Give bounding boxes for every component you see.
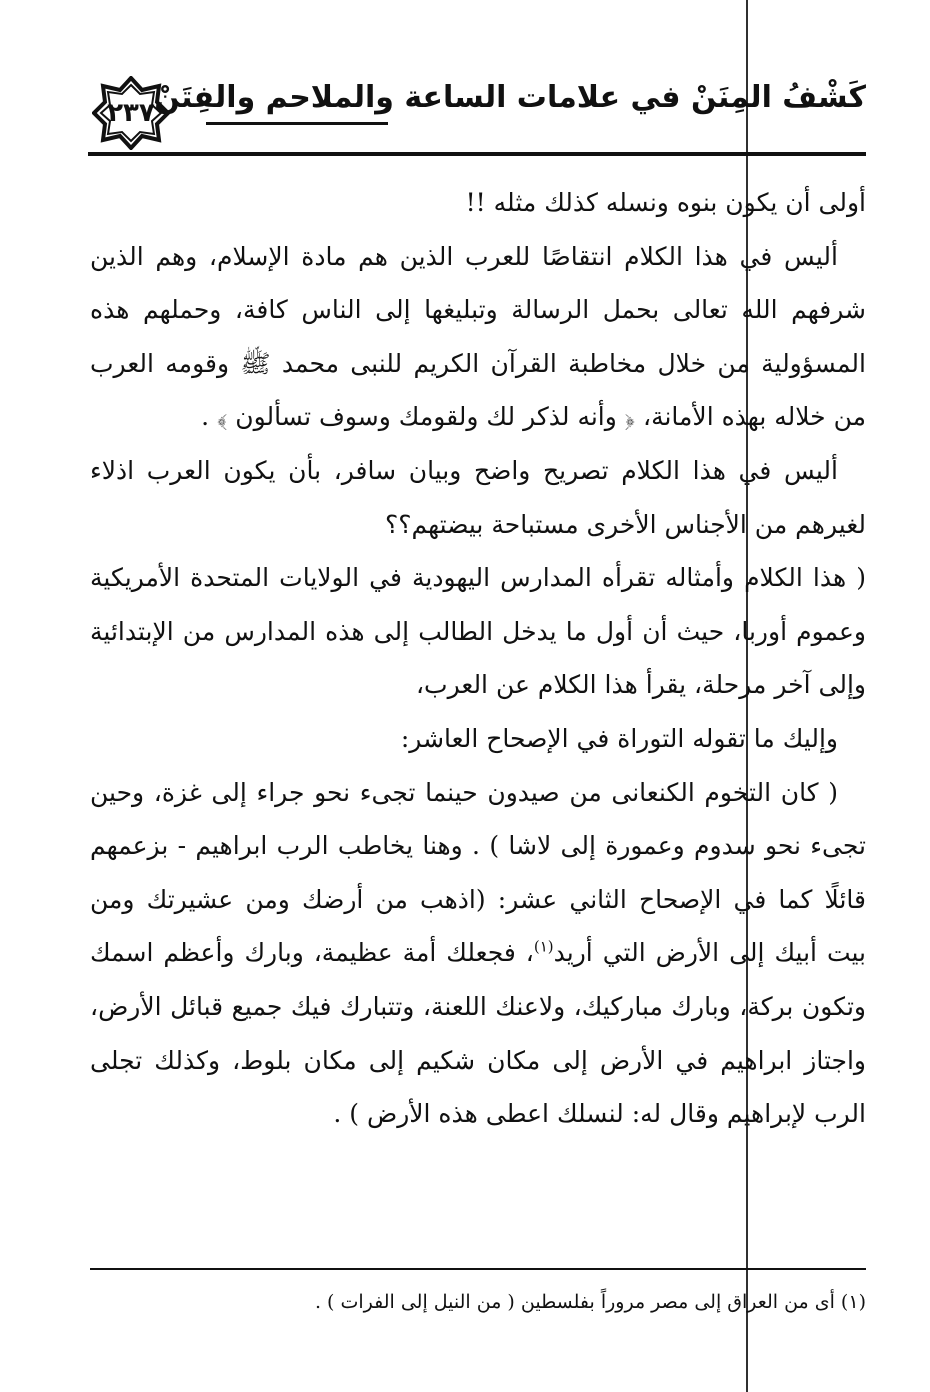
paragraph-6-part-2: ، فجعلك أمة عظيمة، وبارك وأعظم اسمك وتكون بركة، وبارك مباركيك، ولاعنك اللعنة، وتتبارك فيك جميع قبائل الأرض، واجتاز ابراهيم في الأرض إلى مكان شكيم إلى مكان بلوط، وكذلك تجلى الرب لإبراهيم وقال له: لنسلك اعطى هذه الأرض ) . (90, 938, 866, 1129)
paragraph-4: ( هذا الكلام وأمثاله تقرأه المدارس اليهودية في الولايات المتحدة الأمريكية وعموم أوربا، حيث أن أول ما يدخل الطالب إلى هذه المدارس من الإبتدائية وإلى آخر مرحلة، يقرأ هذا الكلام عن العرب، (90, 563, 866, 700)
paragraph-2: أليس في هذا الكلام انتقاصًا للعرب الذين هم مادة الإسلام، وهم الذين شرفهم الله تعالى بحمل الرسالة وتبليغها إلى الناس كافة، وحملهم هذه المسؤولية من خلال مخاطبة القرآن الكريم للنبى محمد ﷺ وقومه العرب من خلاله بهذه الأمانة، ﴿ وأنه لذكر لك ولقومك وسوف تسألون ﴾ . (90, 241, 866, 432)
footnote-separator (90, 1268, 866, 1270)
header-rule (88, 152, 866, 156)
paragraph-6-part-1: ( كان التخوم الكنعانى من صيدون حينما تجىء نحو جراء إلى غزة، وحين تجىء نحو سدوم وعمورة إلى لاشا ) . وهنا يخاطب الرب ابراهيم - بزعمهم قائلًا كما في الإصحاح الثاني عشر: (اذهب من أرضك ومن عشيرتك ومن بيت أبيك إلى الأرض التي أريد (90, 777, 867, 968)
paragraph-3: أليس في هذا الكلام تصريح واضح وبيان سافر، بأن يكون العرب اذلاء لغيرهم من الأجناس الأخرى مستباحة بيضتهم؟؟ (90, 455, 866, 539)
page-number: ٢٣٧ (107, 98, 155, 128)
footnote: (١) أى من العراق إلى مصر مروراً بفلسطين ( من النيل إلى الفرات ) . (314, 1291, 866, 1313)
paragraph-1: أولى أن يكون بنوه ونسله كذلك مثله !! (465, 188, 866, 217)
paragraph-5: وإليك ما تقوله التوراة في الإصحاح العاشر: (400, 723, 838, 753)
footnote-reference[interactable]: (١) (533, 937, 554, 956)
main-text (90, 176, 866, 1141)
paragraph-6 (90, 766, 866, 1141)
book-title: كَشْفُ المِنَنْ في علامات الساعة والملاحم والفِتَنْ (154, 80, 866, 115)
title-dash-line (206, 122, 388, 125)
page-header (88, 70, 866, 158)
